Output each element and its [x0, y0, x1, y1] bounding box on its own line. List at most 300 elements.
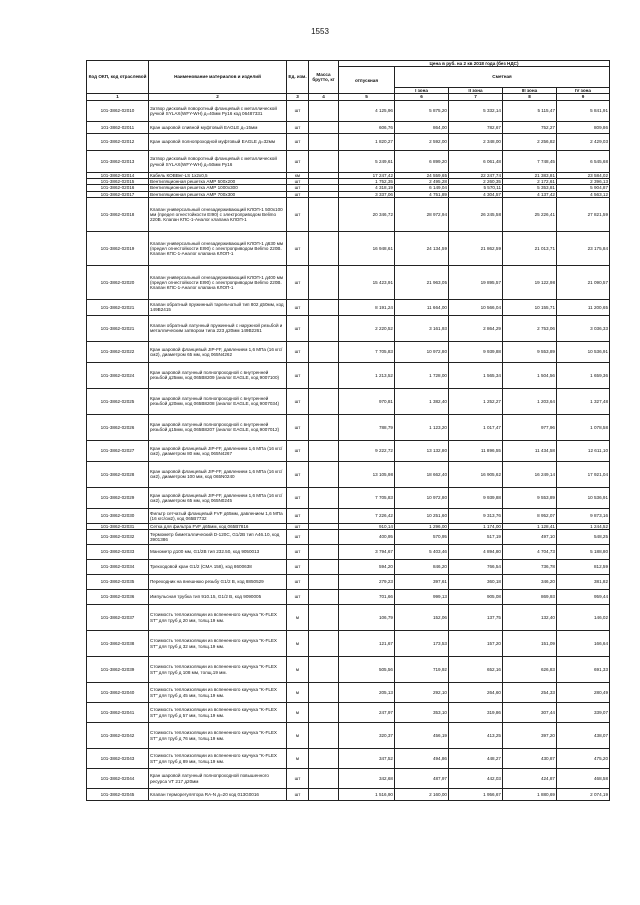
price-otpusknaya: 15 423,91 — [339, 265, 395, 299]
price-otpusknaya: 2 220,52 — [339, 315, 395, 341]
item-name: Кран шаровой фланцевый JIP-FF, давлением 1,6 МПа (16 кгс/см2), диаметром 65 мм, код 065N0245 — [149, 487, 287, 508]
price-otpusknaya: 606,76 — [339, 122, 395, 134]
item-code: 101-3862-02038 — [87, 631, 149, 657]
price-zone-1: 719,92 — [395, 657, 449, 683]
price-zone-2: 157,20 — [449, 631, 503, 657]
price-zone-3: 977,96 — [503, 414, 557, 440]
price-zone-2: 21 862,59 — [449, 231, 503, 265]
item-code: 101-3862-02024 — [87, 362, 149, 388]
price-zone-4: 5 188,80 — [557, 545, 610, 560]
table-row — [87, 362, 610, 388]
table-row — [87, 101, 610, 122]
price-zone-3: 397,20 — [503, 723, 557, 749]
header-smetnaya: Сметная — [395, 67, 610, 88]
price-zone-4: 280,49 — [557, 683, 610, 703]
price-zone-2: 26 245,58 — [449, 197, 503, 231]
price-zone-3: 1 203,64 — [503, 388, 557, 414]
header-name: Наименование материалов и изделий — [149, 61, 287, 94]
table-row — [87, 769, 610, 789]
price-zone-2: 2 348,00 — [449, 134, 503, 151]
price-zone-2: 5 332,14 — [449, 101, 503, 122]
item-unit: м — [287, 657, 309, 683]
price-zone-1: 5 403,46 — [395, 545, 449, 560]
price-zone-3: 16 249,14 — [503, 461, 557, 487]
item-mass — [309, 440, 339, 461]
item-code: 101-3862-02033 — [87, 545, 149, 560]
price-otpusknaya: 279,23 — [339, 575, 395, 590]
item-name: Кран шаровой латунный полнопроходной с внутренней резьбой д25мм, код 065В8209 (аналог EAGLE, код 9007100) — [149, 362, 287, 388]
price-zone-2: 1 017,47 — [449, 414, 503, 440]
price-zone-1: 864,00 — [395, 122, 449, 134]
price-zone-1: 6 899,20 — [395, 151, 449, 173]
price-zone-2: 1 565,34 — [449, 362, 503, 388]
price-zone-3: 424,87 — [503, 769, 557, 789]
item-code: 101-3862-02042 — [87, 723, 149, 749]
item-mass — [309, 461, 339, 487]
item-unit: шт — [287, 315, 309, 341]
item-mass — [309, 134, 339, 151]
price-zone-1: 1 296,00 — [395, 523, 449, 529]
price-zone-2: 264,60 — [449, 683, 503, 703]
item-mass — [309, 530, 339, 545]
item-mass — [309, 545, 339, 560]
item-code: 101-3862-02027 — [87, 440, 149, 461]
price-zone-3: 10 155,71 — [503, 299, 557, 315]
item-code: 101-3862-02021 — [87, 315, 149, 341]
item-name: Затвор дисковый поворотный фланцевый с металлической ручкой SYLAX(WFY-WH) д=50мм Ру16 — [149, 151, 287, 173]
price-otpusknaya: 7 705,83 — [339, 341, 395, 362]
column-number: 7 — [449, 94, 503, 101]
price-otpusknaya: 320,37 — [339, 723, 395, 749]
item-unit: шт — [287, 487, 309, 508]
price-zone-1: 1 123,20 — [395, 414, 449, 440]
item-code: 101-3862-02039 — [87, 657, 149, 683]
table-row — [87, 590, 610, 605]
price-zone-3: 736,78 — [503, 560, 557, 575]
price-zone-2: 360,18 — [449, 575, 503, 590]
price-zone-4: 3 036,33 — [557, 315, 610, 341]
item-code: 101-3862-02013 — [87, 151, 149, 173]
price-zone-3: 9 553,89 — [503, 487, 557, 508]
price-zone-1: 456,19 — [395, 723, 449, 749]
price-zone-1: 4 751,89 — [395, 191, 449, 197]
item-name: Кран шаровой латунный полнопроходной с внутренней резьбой д15мм, код 065В8207 (аналог EAGLE, код 9007012) — [149, 414, 287, 440]
price-zone-1: 353,10 — [395, 703, 449, 723]
price-zone-1: 24 134,59 — [395, 231, 449, 265]
price-zone-4: 339,07 — [557, 703, 610, 723]
price-zone-4: 11 200,65 — [557, 299, 610, 315]
item-name: Переходник на внешнюю резьбу G1/2 В, код 8850529 — [149, 575, 287, 590]
price-otpusknaya: 400,95 — [339, 530, 395, 545]
item-code: 101-3862-02014 — [87, 173, 149, 179]
item-name: Стоимость теплоизоляции из вспененного каучука "K-FLEX ST" для труб д 20 мм, толщ.19 мм. — [149, 605, 287, 631]
item-name: Кабель КОВВнг-LS 1х2х0,5 — [149, 173, 287, 179]
item-name: Кран шаровой фланцевый JIP-FF, давлением 1,6 МПа (16 кгс/см2), диаметром 80 мм, код 065N4267 — [149, 440, 287, 461]
item-code: 101-3862-02021 — [87, 299, 149, 315]
price-otpusknaya: 1 516,90 — [339, 789, 395, 801]
price-zone-3: 430,87 — [503, 749, 557, 769]
item-unit: шт — [287, 545, 309, 560]
item-unit: шт — [287, 191, 309, 197]
price-otpusknaya: 3 794,67 — [339, 545, 395, 560]
price-zone-1: 10 972,80 — [395, 487, 449, 508]
item-mass — [309, 789, 339, 801]
price-zone-3: 4 704,73 — [503, 545, 557, 560]
price-zone-2: 4 894,80 — [449, 545, 503, 560]
table-row — [87, 315, 610, 341]
item-mass — [309, 388, 339, 414]
item-mass — [309, 101, 339, 122]
table-row — [87, 299, 610, 315]
price-zone-4: 5 904,87 — [557, 185, 610, 191]
price-zone-4: 10 536,91 — [557, 341, 610, 362]
column-number: 6 — [395, 94, 449, 101]
item-unit: шт — [287, 134, 309, 151]
price-zone-1: 999,13 — [395, 590, 449, 605]
item-code: 101-3862-02031 — [87, 523, 149, 529]
price-zone-2: 1 956,67 — [449, 789, 503, 801]
price-zone-1: 2 592,00 — [395, 134, 449, 151]
price-zone-3: 2 753,06 — [503, 315, 557, 341]
price-zone-3: 9 553,89 — [503, 341, 557, 362]
item-name: Стоимость теплоизоляции из вспененного каучука "K-FLEX ST" для труб д 108 мм, толщ.19 мм. — [149, 657, 287, 683]
item-name: Клапан обратный пружинный тарельчатый тип 802 д50мм, код 149В2415 — [149, 299, 287, 315]
price-zone-4: 9 873,16 — [557, 508, 610, 523]
item-mass — [309, 197, 339, 231]
price-zone-2: 5 570,11 — [449, 185, 503, 191]
price-zone-1: 292,10 — [395, 683, 449, 703]
price-zone-1: 5 875,20 — [395, 101, 449, 122]
table-row — [87, 134, 610, 151]
price-zone-1: 487,97 — [395, 769, 449, 789]
item-mass — [309, 723, 339, 749]
item-mass — [309, 299, 339, 315]
price-zone-1: 1 728,00 — [395, 362, 449, 388]
price-otpusknaya: 7 705,83 — [339, 487, 395, 508]
table-row — [87, 440, 610, 461]
price-zone-4: 812,59 — [557, 560, 610, 575]
price-zone-3: 25 226,41 — [503, 197, 557, 231]
item-name: Кран шаровой фланцевый JIP-FF, давлением 1,6 МПа (16 кгс/см2), диаметром 100 мм, код 065N0240 — [149, 461, 287, 487]
item-mass — [309, 575, 339, 590]
price-zone-3: 1 880,69 — [503, 789, 557, 801]
price-zone-4: 1 244,52 — [557, 523, 610, 529]
price-zone-4: 381,82 — [557, 575, 610, 590]
item-mass — [309, 122, 339, 134]
item-mass — [309, 265, 339, 299]
item-unit: м — [287, 749, 309, 769]
price-zone-3: 346,20 — [503, 575, 557, 590]
item-unit: м — [287, 605, 309, 631]
price-zone-2: 16 905,62 — [449, 461, 503, 487]
price-otpusknaya: 7 226,42 — [339, 508, 395, 523]
price-zone-4: 10 536,91 — [557, 487, 610, 508]
price-otpusknaya: 3 337,06 — [339, 191, 395, 197]
table-row — [87, 530, 610, 545]
price-zone-4: 959,44 — [557, 590, 610, 605]
price-zone-3: 21 013,71 — [503, 231, 557, 265]
column-numbers-row — [87, 94, 610, 101]
item-mass — [309, 703, 339, 723]
price-zone-2: 9 939,88 — [449, 487, 503, 508]
price-zone-3: 497,10 — [503, 530, 557, 545]
item-unit: км — [287, 173, 309, 179]
item-unit: шт — [287, 231, 309, 265]
item-unit: м — [287, 723, 309, 749]
column-number: 8 — [503, 94, 557, 101]
item-name: Затвор дисковый поворотный фланцевый с металлической ручкой SYLAX(WFY-WH) д=40мм Ру16 код 06487331 — [149, 101, 287, 122]
item-unit: шт — [287, 151, 309, 173]
table-row — [87, 265, 610, 299]
price-zone-3: 869,93 — [503, 590, 557, 605]
price-zone-2: 766,54 — [449, 560, 503, 575]
price-zone-1: 11 664,00 — [395, 299, 449, 315]
item-name: Клапан обратный латунный пружинный с наружной резьбой и металлическим затвором типа 223 д20мм 149В2261 — [149, 315, 287, 341]
price-otpusknaya: 970,81 — [339, 388, 395, 414]
item-unit: шт — [287, 197, 309, 231]
price-zone-4: 146,02 — [557, 605, 610, 631]
column-number: 1 — [87, 94, 149, 101]
price-zone-3: 4 137,42 — [503, 191, 557, 197]
header-unit: Ед. изм. — [287, 61, 309, 94]
price-otpusknaya: 342,68 — [339, 769, 395, 789]
item-name: Термометр биметаллический D-120С, G1/2В тип А46.10, код 3901386 — [149, 530, 287, 545]
price-otpusknaya: 20 346,72 — [339, 197, 395, 231]
price-zone-3: 19 122,98 — [503, 265, 557, 299]
page-number: 1553 — [311, 27, 329, 36]
item-code: 101-3862-02026 — [87, 414, 149, 440]
price-otpusknaya: 347,52 — [339, 749, 395, 769]
price-zone-2: 319,86 — [449, 703, 503, 723]
item-unit: шт — [287, 414, 309, 440]
header-code: Код ОКП, код отраслевой — [87, 61, 149, 94]
item-code: 101-3862-02012 — [87, 134, 149, 151]
price-zone-1: 10 972,80 — [395, 341, 449, 362]
table-row — [87, 723, 610, 749]
item-unit: шт — [287, 440, 309, 461]
price-zone-2: 19 895,57 — [449, 265, 503, 299]
item-name: Сетка для фильтра FVF д65мм, код 065В7816 — [149, 523, 287, 529]
price-zone-4: 1 078,58 — [557, 414, 610, 440]
price-zone-3: 2 172,61 — [503, 179, 557, 185]
item-code: 101-3862-02043 — [87, 749, 149, 769]
price-zone-4: 23 175,84 — [557, 231, 610, 265]
item-mass — [309, 231, 339, 265]
table-row — [87, 605, 610, 631]
item-name: Стоимость теплоизоляции из вспененного каучука "K-FLEX ST" для труб д 89 мм, толщ.19 мм. — [149, 749, 287, 769]
price-zone-2: 11 896,55 — [449, 440, 503, 461]
price-zone-4: 468,58 — [557, 769, 610, 789]
price-zone-1: 28 972,94 — [395, 197, 449, 231]
price-zone-4: 2 396,13 — [557, 179, 610, 185]
item-mass — [309, 362, 339, 388]
item-unit: шт — [287, 575, 309, 590]
price-zone-1: 2 160,00 — [395, 789, 449, 801]
price-zone-2: 9 939,88 — [449, 341, 503, 362]
price-zone-4: 809,86 — [557, 122, 610, 134]
column-number: 3 — [287, 94, 309, 101]
item-name: Вентиляционная решетка АМР 500х200 — [149, 179, 287, 185]
price-zone-4: 23 584,02 — [557, 173, 610, 179]
table-row — [87, 461, 610, 487]
price-zone-1: 397,61 — [395, 575, 449, 590]
price-zone-4: 6 545,68 — [557, 151, 610, 173]
price-zone-2: 4 304,57 — [449, 191, 503, 197]
price-zone-3: 7 748,45 — [503, 151, 557, 173]
price-otpusknaya: 17 247,42 — [339, 173, 395, 179]
item-mass — [309, 151, 339, 173]
item-unit: шт — [287, 769, 309, 789]
item-unit: шт — [287, 523, 309, 529]
item-mass — [309, 769, 339, 789]
price-zone-2: 2 864,29 — [449, 315, 503, 341]
item-mass — [309, 487, 339, 508]
item-unit: шт — [287, 388, 309, 414]
item-unit: шт — [287, 122, 309, 134]
table-row — [87, 388, 610, 414]
price-otpusknaya: 1 820,27 — [339, 134, 395, 151]
item-name: Клапан универсальный огнезадерживающий КЛОП-1 д630 мм (предел огнестойкости EI90) с электроприводом Belimo 220В. Клапан КПС-1-Аналог клапана КЛОП-1 — [149, 231, 287, 265]
price-zone-2: 782,67 — [449, 122, 503, 134]
item-unit: м — [287, 703, 309, 723]
item-unit: шт — [287, 789, 309, 801]
price-zone-3: 1 128,41 — [503, 523, 557, 529]
price-otpusknaya: 106,79 — [339, 605, 395, 631]
item-name: Кран шаровой полнопроходной муфтовый EAGLE д=32мм — [149, 134, 287, 151]
price-zone-2: 22 247,74 — [449, 173, 503, 179]
price-zone-4: 475,20 — [557, 749, 610, 769]
item-code: 101-3862-02041 — [87, 703, 149, 723]
price-zone-2: 413,25 — [449, 723, 503, 749]
price-zone-4: 691,33 — [557, 657, 610, 683]
item-code: 101-3862-02035 — [87, 575, 149, 590]
price-table — [86, 60, 610, 801]
price-zone-4: 4 563,12 — [557, 191, 610, 197]
price-zone-3: 8 952,07 — [503, 508, 557, 523]
price-zone-4: 12 611,10 — [557, 440, 610, 461]
item-name: Клапан терморегулятора RA-N д=20 код 013G0016 — [149, 789, 287, 801]
item-unit: шт — [287, 560, 309, 575]
item-code: 101-3862-02022 — [87, 341, 149, 362]
item-code: 101-3862-02019 — [87, 231, 149, 265]
item-name: Импульсная трубка тип 910.15, G1/2 В, код 9090005 — [149, 590, 287, 605]
price-zone-3: 626,83 — [503, 657, 557, 683]
price-zone-1: 6 149,04 — [395, 185, 449, 191]
item-name: Кран шаровой сливной муфтовый EAGLE д=15мм — [149, 122, 287, 134]
item-code: 101-3862-02010 — [87, 101, 149, 122]
price-zone-4: 21 090,57 — [557, 265, 610, 299]
item-unit: м — [287, 631, 309, 657]
price-zone-4: 1 327,48 — [557, 388, 610, 414]
table-row — [87, 508, 610, 523]
price-otpusknaya: 701,66 — [339, 590, 395, 605]
item-code: 101-3862-02015 — [87, 179, 149, 185]
item-mass — [309, 590, 339, 605]
price-zone-1: 21 963,05 — [395, 265, 449, 299]
price-zone-4: 1 659,36 — [557, 362, 610, 388]
price-zone-1: 173,53 — [395, 631, 449, 657]
price-otpusknaya: 594,20 — [339, 560, 395, 575]
item-unit: шт — [287, 530, 309, 545]
item-name: Кран шаровой латунный полнопроходной с внутренней резьбой д20мм, код 065В8208 (аналог EAGLE, код 9007034) — [149, 388, 287, 414]
table-row — [87, 683, 610, 703]
item-unit: шт — [287, 179, 309, 185]
item-mass — [309, 683, 339, 703]
header-otpusknaya: отпускная — [339, 67, 395, 94]
item-name: Стоимость теплоизоляции из вспененного каучука "K-FLEX ST" для труб д 32 мм, толщ.19 мм. — [149, 631, 287, 657]
item-name: Клапан универсальный огнезадерживающий КЛОП-1 д400 мм (предел огнестойкости EI90) с электроприводом Belimo 220В. Клапан КПС-1-Аналог клапана КЛОП-1 — [149, 265, 287, 299]
table-row — [87, 575, 610, 590]
price-otpusknaya: 205,13 — [339, 683, 395, 703]
price-zone-1: 2 495,28 — [395, 179, 449, 185]
item-code: 101-3862-02016 — [87, 185, 149, 191]
price-zone-2: 905,08 — [449, 590, 503, 605]
item-unit: шт — [287, 185, 309, 191]
price-zone-4: 2 429,03 — [557, 134, 610, 151]
price-zone-4: 27 821,59 — [557, 197, 610, 231]
price-zone-2: 10 566,04 — [449, 299, 503, 315]
price-otpusknaya: 1 213,52 — [339, 362, 395, 388]
table-row — [87, 703, 610, 723]
item-name: Стоимость теплоизоляции из вспененного каучука "K-FLEX ST" для труб д 76 мм, толщ.19 мм. — [149, 723, 287, 749]
item-mass — [309, 315, 339, 341]
price-zone-4: 2 074,19 — [557, 789, 610, 801]
column-number: 4 — [309, 94, 339, 101]
price-zone-3: 752,27 — [503, 122, 557, 134]
price-zone-1: 152,06 — [395, 605, 449, 631]
price-otpusknaya: 16 948,61 — [339, 231, 395, 265]
price-zone-3: 11 434,58 — [503, 440, 557, 461]
table-row — [87, 789, 610, 801]
price-zone-3: 21 383,81 — [503, 173, 557, 179]
table-row — [87, 657, 610, 683]
price-otpusknaya: 788,79 — [339, 414, 395, 440]
item-name: Кран шаровой фланцевый JIP-FF, давлением 1,6 МПа (16 кгс/см2), диаметром 65 мм, код 065N4262 — [149, 341, 287, 362]
price-zone-4: 166,64 — [557, 631, 610, 657]
price-zone-2: 442,03 — [449, 769, 503, 789]
item-mass — [309, 631, 339, 657]
price-zone-2: 1 174,00 — [449, 523, 503, 529]
price-zone-1: 18 662,40 — [395, 461, 449, 487]
price-zone-2: 9 313,76 — [449, 508, 503, 523]
header-price-group: Цена в руб. на 2 кв 2018 года (без НДС) — [339, 61, 610, 67]
table-row — [87, 151, 610, 173]
price-zone-1: 494,86 — [395, 749, 449, 769]
column-number: 2 — [149, 94, 287, 101]
price-otpusknaya: 9 222,72 — [339, 440, 395, 461]
price-zone-1: 1 382,40 — [395, 388, 449, 414]
item-name: Трехходовой кран G1/2 (СМА 158), код 8600638 — [149, 560, 287, 575]
item-code: 101-3862-02034 — [87, 560, 149, 575]
header-zone-1: I зона — [395, 87, 449, 93]
item-unit: шт — [287, 265, 309, 299]
price-zone-3: 151,09 — [503, 631, 557, 657]
table-row — [87, 631, 610, 657]
table-row — [87, 414, 610, 440]
table-row — [87, 749, 610, 769]
item-code: 101-3862-02028 — [87, 461, 149, 487]
item-unit: шт — [287, 362, 309, 388]
header-mass: Масса брутто, кг — [309, 61, 339, 94]
price-zone-3: 132,40 — [503, 605, 557, 631]
item-code: 101-3862-02030 — [87, 508, 149, 523]
price-zone-3: 254,33 — [503, 683, 557, 703]
price-zone-2: 448,27 — [449, 749, 503, 769]
item-mass — [309, 605, 339, 631]
item-mass — [309, 657, 339, 683]
price-otpusknaya: 1 752,35 — [339, 179, 395, 185]
price-zone-1: 24 559,65 — [395, 173, 449, 179]
